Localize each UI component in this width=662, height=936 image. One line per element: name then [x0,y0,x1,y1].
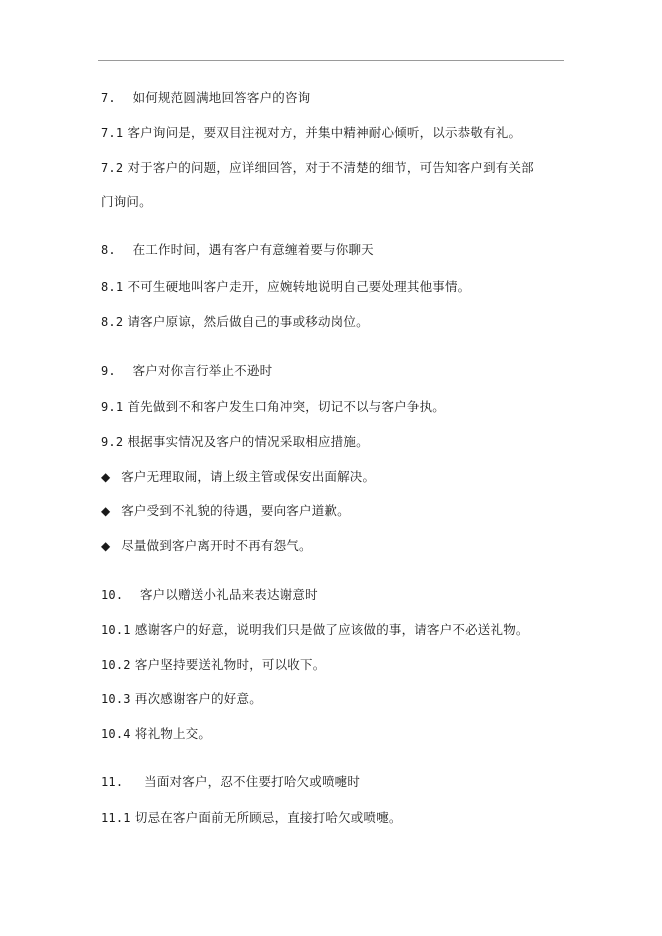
bullet-item: ◆ 尽量做到客户离开时不再有怨气。 [101,538,312,553]
item-9-1: 9.1 首先做到不和客户发生口角冲突，切记不以与客户争执。 [101,399,445,414]
bullet-item: ◆ 客户受到不礼貌的待遇，要向客户道歉。 [101,503,350,518]
diamond-bullet-icon: ◆ [101,539,111,553]
diamond-bullet-icon: ◆ [101,470,111,484]
item-8-1: 8.1 不可生硬地叫客户走开，应婉转地说明自己要处理其他事情。 [101,279,471,294]
item-8-2: 8.2 请客户原谅，然后做自己的事或移动岗位。 [101,314,369,329]
section-heading-10: 10. 客户以赠送小礼品来表达谢意时 [101,587,318,602]
item-9-2: 9.2 根据事实情况及客户的情况采取相应措施。 [101,434,369,449]
item-10-3: 10.3 再次感谢客户的好意。 [101,691,262,706]
section-heading-11: 11. 当面对客户，忍不住要打哈欠或喷嚏时 [101,774,361,789]
item-7-2-cont: 门询问。 [101,194,152,209]
bullet-item: ◆ 客户无理取闹，请上级主管或保安出面解决。 [101,469,376,484]
section-heading-9: 9. 客户对你言行举止不逊时 [101,363,273,378]
section-heading-7: 7. 如何规范圆满地回答客户的咨询 [101,90,311,105]
item-10-1: 10.1 感谢客户的好意，说明我们只是做了应该做的事，请客户不必送礼物。 [101,622,529,637]
diamond-bullet-icon: ◆ [101,504,111,518]
item-7-2: 7.2 对于客户的问题，应详细回答，对于不清楚的细节，可告知客户到有关部 [101,160,534,175]
item-11-1: 11.1 切忌在客户面前无所顾忌，直接打哈欠或喷嚏。 [101,810,402,825]
item-7-1: 7.1 客户询问是，要双目注视对方，并集中精神耐心倾听，以示恭敬有礼。 [101,125,522,140]
section-heading-8: 8. 在工作时间，遇有客户有意缠着要与你聊天 [101,242,374,257]
header-rule [98,60,564,61]
item-10-2: 10.2 客户坚持要送礼物时，可以收下。 [101,657,326,672]
item-10-4: 10.4 将礼物上交。 [101,726,212,741]
